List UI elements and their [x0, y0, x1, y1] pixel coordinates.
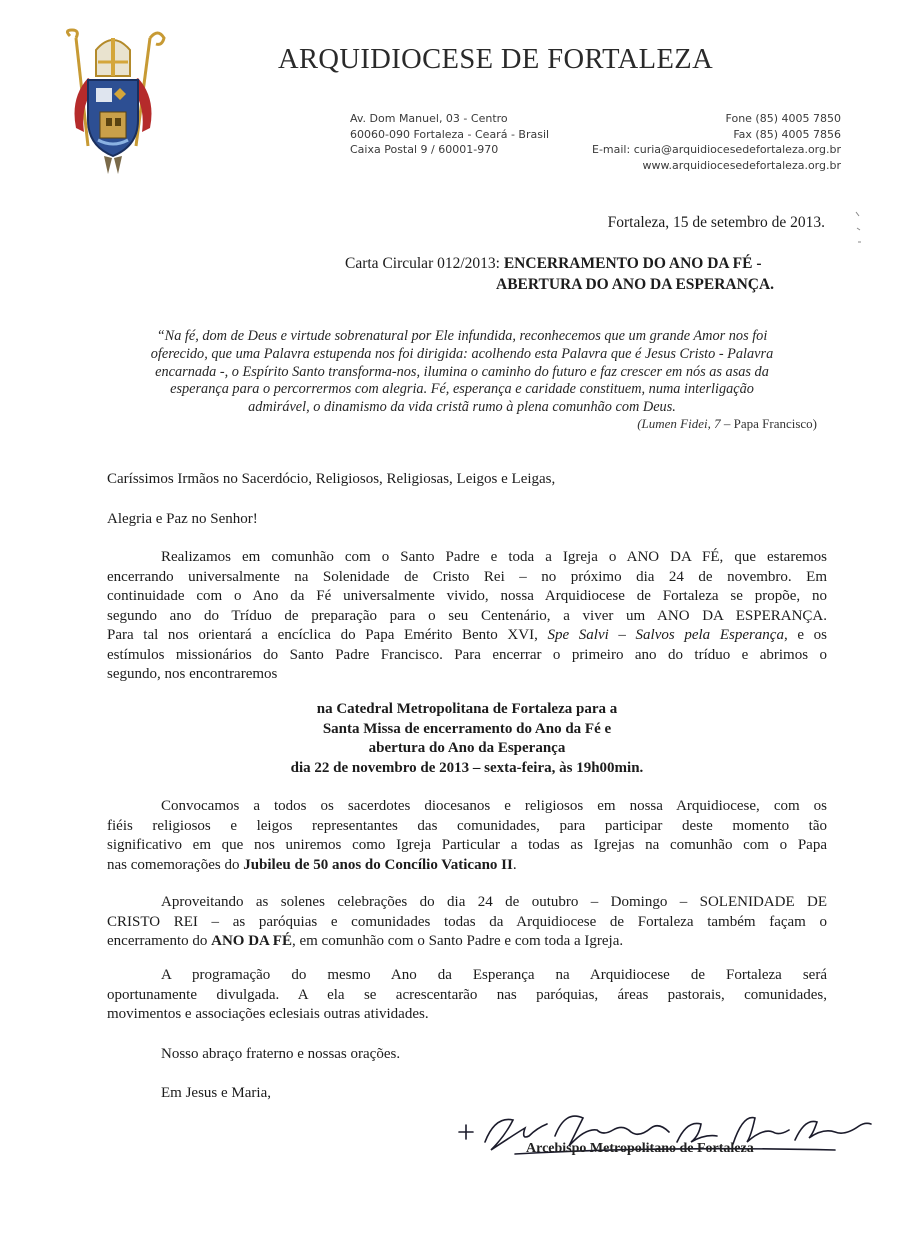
circular-title: ABERTURA DO ANO DA ESPERANÇA. [496, 276, 775, 293]
quote-line: oferecido, que uma Palavra estupenda nos foi dirigida: acolhendo esta Palavra que é Jesus Cristo - Palavra [150, 345, 774, 362]
paragraph-line: Aproveitando as solenes celebrações do dia 24 de outubro – Domingo – SOLENIDADE DE [161, 894, 827, 910]
paragraph-line: segundo ano do Tríduo de preparação para o seu Centenário, a viver um ANO DA ESPERANÇA. [107, 607, 827, 624]
quote-line: admirável, o dinamismo da vida cristã rumo à plena comunhão com Deus. [248, 399, 676, 416]
paragraph-line: oportunamente divulgada. A ela se acrescentarão nas paróquias, áreas pastorais, comunidades, [107, 986, 827, 1003]
paragraph [107, 893, 827, 952]
event-line: abertura do Ano da Esperança [368, 740, 566, 756]
paragraph-line: Convocamos a todos os sacerdotes diocesanos e religiosos em nossa Arquidiocese, com os [161, 798, 827, 814]
paragraph-line: fiéis religiosos e leigos representantes das comunidades, para participar deste momento tão [107, 817, 827, 834]
paragraph-line: movimentos e associações eclesiais outras atividades. [107, 1006, 429, 1022]
closing-line: Em Jesus e Maria, [161, 1085, 271, 1101]
quote-line: esperança para o percorrermos com alegria. Fé, esperança e caridade constituem, numa interligação [170, 381, 754, 398]
epigraph-quote [112, 328, 812, 417]
paragraph-line: nas comemorações do Jubileu de 50 anos do Concílio Vaticano II. [107, 856, 517, 873]
address-line: Caixa Postal 9 / 60001-970 [350, 143, 499, 156]
greeting: Alegria e Paz no Senhor! [107, 511, 258, 527]
paragraph-line: continuidade com o Ano da Fé universalmente vivido, nossa Arquidiocese de Fortaleza se propõe, no [107, 588, 827, 604]
quote-line: encarnada -, o Espírito Santo transforma-nos, ilumina o caminho do futuro e faz crescer em nós as asas da [155, 363, 769, 380]
paragraph-line: encerrando universalmente na Solenidade de Cristo Rei – no próximo dia 24 de novembro. Em [107, 568, 827, 585]
fax-number: Fax (85) 4005 7856 [733, 127, 841, 141]
event-date: dia 22 de novembro de 2013 – sexta-feira, às 19h00min. [290, 759, 644, 776]
circular-title: ENCERRAMENTO DO ANO DA FÉ - [503, 255, 762, 272]
event-line: na Catedral Metropolitana de Fortaleza para a [316, 701, 618, 717]
encyclical-title: Spe Salvi – Salvos pela Esperança [547, 627, 784, 643]
postal-address [350, 111, 549, 158]
salutation: Caríssimos Irmãos no Sacerdócio, Religiosos, Religiosas, Leigos e Leigas, [107, 471, 556, 487]
paragraph-line: segundo, nos encontraremos [107, 666, 278, 682]
margin-mark [854, 210, 862, 250]
coat-of-arms-icon [58, 28, 168, 180]
contact-info [592, 111, 841, 173]
signer-title: Arcebispo Metropolitano de Fortaleza [526, 1141, 754, 1156]
event-announcement [107, 700, 827, 778]
organization-title: ARQUIDIOCESE DE FORTALEZA [278, 44, 714, 75]
paragraph-line: estímulos missionários do Santo Padre Francisco. Para encerrar o primeiro ano do tríduo e abrimos o [107, 646, 827, 663]
address-line: 60060-090 Fortaleza - Ceará - Brasil [350, 127, 550, 141]
paragraph-line: significativo em que nos uniremos como Igreja Particular a todas as Igrejas na comunhão com o Papa [107, 837, 827, 853]
jubilee-highlight: Jubileu de 50 anos do Concílio Vaticano II [243, 856, 513, 873]
year-of-faith-highlight: ANO DA FÉ [211, 933, 292, 949]
paragraph [107, 797, 827, 875]
phone-number: Fone (85) 4005 7850 [725, 112, 841, 125]
paragraph [107, 966, 827, 1025]
address-line: Av. Dom Manuel, 03 - Centro [350, 112, 508, 125]
email-link[interactable]: E-mail: curia@arquidiocesedefortaleza.org.br [592, 143, 841, 156]
paragraph-line: Para tal nos orientará a encíclica do Papa Emérito Bento XVI, Spe Salvi – Salvos pela Esperança, e os [107, 627, 828, 643]
letter-date: Fortaleza, 15 de setembro de 2013. [607, 214, 825, 231]
quote-line: “Na fé, dom de Deus e virtude sobrenatural por Ele infundida, reconhecemos que um grande Amor nos foi [156, 328, 768, 344]
paragraph-line: CRISTO REI – as paróquias e comunidades todas da Arquidiocese de Fortaleza também façam o [107, 913, 827, 930]
website-link[interactable]: www.arquidiocesedefortaleza.org.br [642, 158, 841, 172]
paragraph-line: A programação do mesmo Ano da Esperança na Arquidiocese de Fortaleza será [161, 967, 827, 983]
quote-source: (Lumen Fidei, 7 – Papa Francisco) [637, 416, 817, 431]
event-line: Santa Missa de encerramento do Ano da Fé e [322, 720, 612, 737]
circular-number: Carta Circular 012/2013: [345, 255, 504, 272]
circular-heading [345, 253, 774, 295]
paragraph-line: encerramento do ANO DA FÉ, em comunhão com o Santo Padre e com toda a Igreja. [107, 933, 624, 949]
paragraph-line: Realizamos em comunhão com o Santo Padre e toda a Igreja o ANO DA FÉ, que estaremos [161, 549, 827, 565]
paragraph [107, 548, 827, 685]
closing-line: Nosso abraço fraterno e nossas orações. [161, 1046, 401, 1062]
signature-icon [455, 1106, 875, 1166]
